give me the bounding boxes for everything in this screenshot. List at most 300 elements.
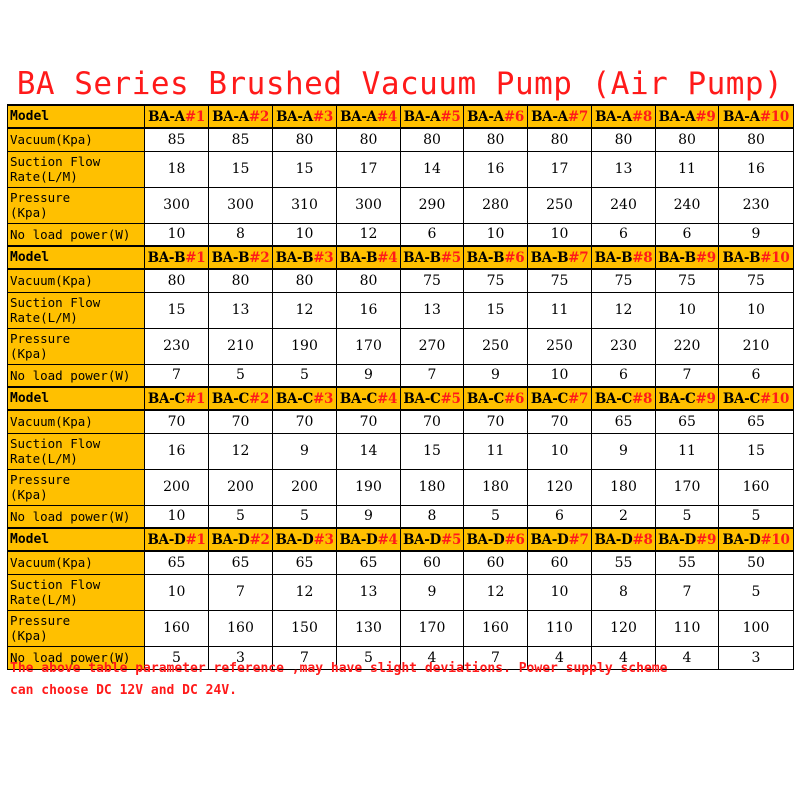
model-prefix: BA-B [339, 249, 378, 266]
value-cell: 220 [656, 328, 719, 364]
row-label-text: Suction Flow [10, 577, 101, 592]
model-name-cell [209, 387, 273, 410]
model-number: #4 [377, 249, 398, 266]
model-name-cell [592, 105, 656, 128]
model-prefix: BA-A [148, 108, 185, 125]
value-cell: 10 [528, 433, 592, 469]
model-number: #2 [249, 531, 270, 548]
row-label-text: Pressure [10, 613, 71, 628]
vacuum-row [8, 551, 794, 574]
row-label-text: No load power(W) [10, 367, 131, 383]
value-cell: 7 [273, 646, 337, 669]
value-cell: 160 [145, 610, 209, 646]
value-cell: 180 [464, 469, 528, 505]
value-cell: 80 [528, 128, 592, 151]
model-name-cell [401, 105, 464, 128]
model-name-cell [273, 246, 337, 269]
model-prefix: BA-C [147, 390, 185, 407]
row-label-text: (Kpa) [10, 205, 48, 220]
model-prefix: BA-B [403, 249, 441, 266]
model-name-cell [528, 387, 592, 410]
footnote-line-2: can choose DC 12V and DC 24V. [10, 683, 237, 698]
value-cell: 65 [337, 551, 401, 574]
flow-row [8, 574, 794, 610]
value-cell: 170 [401, 610, 464, 646]
model-number: #6 [504, 249, 525, 266]
model-name-cell [464, 105, 528, 128]
model-name-cell [719, 528, 794, 551]
value-cell: 50 [719, 551, 794, 574]
value-cell: 80 [209, 269, 273, 292]
model-name-cell [464, 387, 528, 410]
value-cell: 13 [337, 574, 401, 610]
value-cell: 6 [528, 505, 592, 528]
value-cell: 70 [464, 410, 528, 433]
value-cell: 12 [273, 292, 337, 328]
page-title: BA Series Brushed Vacuum Pump (Air Pump) [16, 66, 784, 102]
value-cell: 4 [528, 646, 592, 669]
value-cell: 200 [273, 469, 337, 505]
value-cell: 80 [401, 128, 464, 151]
model-name-cell [592, 246, 656, 269]
value-cell: 150 [273, 610, 337, 646]
flow-label [8, 151, 145, 187]
value-cell: 16 [719, 151, 794, 187]
model-number: #5 [440, 108, 461, 125]
spec-table [7, 104, 794, 670]
model-name-cell [273, 528, 337, 551]
model-number: #9 [695, 108, 716, 125]
row-label-text: Suction Flow [10, 436, 101, 451]
pressure-label [8, 610, 145, 646]
model-prefix: BA-A [595, 108, 632, 125]
value-cell: 16 [145, 433, 209, 469]
model-number: #9 [695, 531, 717, 548]
model-number: #4 [376, 108, 397, 125]
pressure-label [8, 328, 145, 364]
model-number: #5 [440, 249, 461, 266]
vacuum-row [8, 269, 794, 292]
model-number: #4 [376, 390, 398, 407]
model-name-cell [656, 528, 719, 551]
value-cell: 10 [719, 292, 794, 328]
vacuum-label [8, 410, 145, 433]
model-name-cell [145, 528, 209, 551]
pressure-row [8, 328, 794, 364]
value-cell: 5 [464, 505, 528, 528]
model-number: #3 [312, 390, 334, 407]
value-cell: 5 [273, 364, 337, 387]
value-cell: 13 [401, 292, 464, 328]
row-label-text: Rate(L/M) [10, 169, 78, 184]
value-cell: 12 [337, 223, 401, 246]
value-cell: 60 [464, 551, 528, 574]
model-prefix: BA-A [276, 108, 313, 125]
flow-row [8, 292, 794, 328]
value-cell: 80 [337, 128, 401, 151]
pressure-row [8, 610, 794, 646]
pressure-label [8, 469, 145, 505]
value-cell: 6 [401, 223, 464, 246]
model-number: #10 [759, 390, 790, 407]
value-cell: 4 [401, 646, 464, 669]
value-cell: 160 [209, 610, 273, 646]
row-label-text: No load power(W) [10, 226, 131, 242]
model-name-cell [209, 105, 273, 128]
model-number: #3 [313, 249, 334, 266]
model-number: #7 [567, 390, 589, 407]
row-label-text: Rate(L/M) [10, 310, 78, 325]
model-number: #6 [503, 108, 524, 125]
model-number: #7 [567, 108, 588, 125]
value-cell: 10 [464, 223, 528, 246]
model-name-cell [401, 387, 464, 410]
value-cell: 12 [209, 433, 273, 469]
value-cell: 10 [528, 223, 592, 246]
value-cell: 75 [401, 269, 464, 292]
model-prefix: BA-B [275, 249, 314, 266]
value-cell: 280 [464, 187, 528, 223]
flow-label [8, 433, 145, 469]
model-prefix: BA-C [211, 390, 249, 407]
model-number: #1 [185, 249, 206, 266]
value-cell: 7 [464, 646, 528, 669]
vacuum-row [8, 128, 794, 151]
row-label-text: Suction Flow [10, 154, 101, 169]
value-cell: 240 [592, 187, 656, 223]
model-name-cell [401, 528, 464, 551]
value-cell: 70 [145, 410, 209, 433]
footnote-line-1: The above table parameter reference ,may have slight deviations. Power supply scheme [10, 661, 668, 676]
model-header-row [8, 528, 794, 551]
model-number: #3 [313, 531, 334, 548]
model-number: #10 [760, 249, 790, 266]
row-label-text: Vacuum(Kpa) [10, 414, 93, 430]
value-cell: 65 [656, 410, 719, 433]
row-label-text: (Kpa) [10, 487, 48, 502]
value-cell: 5 [719, 574, 794, 610]
model-prefix: BA-A [658, 108, 696, 125]
value-cell: 2 [592, 505, 656, 528]
value-cell: 100 [719, 610, 794, 646]
flow-row [8, 433, 794, 469]
value-cell: 11 [656, 151, 719, 187]
value-cell: 14 [337, 433, 401, 469]
model-header-row [8, 246, 794, 269]
value-cell: 9 [401, 574, 464, 610]
model-number: #2 [249, 249, 270, 266]
row-label-text: Pressure [10, 190, 71, 205]
value-cell: 70 [209, 410, 273, 433]
value-cell: 14 [401, 151, 464, 187]
value-cell: 60 [401, 551, 464, 574]
value-cell: 200 [209, 469, 273, 505]
value-cell: 9 [464, 364, 528, 387]
value-cell: 230 [592, 328, 656, 364]
model-name-cell [528, 528, 592, 551]
model-number: #7 [568, 531, 589, 548]
value-cell: 170 [337, 328, 401, 364]
value-cell: 75 [464, 269, 528, 292]
flow-label [8, 292, 145, 328]
model-number: #5 [440, 531, 462, 548]
model-prefix: BA-A [723, 108, 760, 125]
value-cell: 11 [464, 433, 528, 469]
model-number: #9 [695, 390, 716, 407]
model-prefix: BA-A [531, 108, 568, 125]
model-name-cell [145, 246, 209, 269]
value-cell: 230 [145, 328, 209, 364]
value-cell: 11 [528, 292, 592, 328]
model-name-cell [719, 387, 794, 410]
model-label: Model [8, 246, 145, 269]
value-cell: 8 [209, 223, 273, 246]
value-cell: 250 [528, 328, 592, 364]
value-cell: 10 [656, 292, 719, 328]
model-prefix: BA-D [275, 531, 314, 548]
value-cell: 15 [719, 433, 794, 469]
model-prefix: BA-D [530, 531, 569, 548]
value-cell: 4 [592, 646, 656, 669]
value-cell: 9 [273, 433, 337, 469]
model-prefix: BA-C [403, 390, 441, 407]
value-cell: 5 [719, 505, 794, 528]
model-number: #6 [503, 390, 525, 407]
model-prefix: BA-B [594, 249, 633, 266]
power-row [8, 505, 794, 528]
model-name-cell [656, 246, 719, 269]
model-prefix: BA-D [211, 531, 250, 548]
model-prefix: BA-C [594, 390, 632, 407]
value-cell: 9 [719, 223, 794, 246]
model-name-cell [528, 246, 592, 269]
model-number: #9 [695, 249, 716, 266]
model-prefix: BA-C [530, 390, 568, 407]
model-name-cell [337, 105, 401, 128]
model-name-cell [719, 246, 794, 269]
pressure-row [8, 187, 794, 223]
value-cell: 180 [401, 469, 464, 505]
value-cell: 16 [464, 151, 528, 187]
model-name-cell [656, 387, 719, 410]
value-cell: 65 [719, 410, 794, 433]
value-cell: 10 [528, 364, 592, 387]
value-cell: 10 [145, 505, 209, 528]
value-cell: 85 [209, 128, 273, 151]
value-cell: 200 [145, 469, 209, 505]
model-name-cell [464, 246, 528, 269]
power-row [8, 223, 794, 246]
row-label-text: (Kpa) [10, 346, 48, 361]
model-number: #1 [184, 108, 205, 125]
model-name-cell [209, 528, 273, 551]
value-cell: 75 [592, 269, 656, 292]
pressure-row [8, 469, 794, 505]
value-cell: 65 [145, 551, 209, 574]
value-cell: 17 [337, 151, 401, 187]
value-cell: 190 [337, 469, 401, 505]
value-cell: 15 [273, 151, 337, 187]
value-cell: 120 [592, 610, 656, 646]
model-header-row [8, 105, 794, 128]
value-cell: 190 [273, 328, 337, 364]
value-cell: 290 [401, 187, 464, 223]
row-label-text: Vacuum(Kpa) [10, 132, 93, 148]
value-cell: 9 [337, 364, 401, 387]
value-cell: 6 [719, 364, 794, 387]
vacuum-label [8, 128, 145, 151]
value-cell: 70 [528, 410, 592, 433]
row-label-text: Suction Flow [10, 295, 101, 310]
model-number: #1 [185, 531, 206, 548]
model-prefix: BA-D [339, 531, 378, 548]
value-cell: 7 [656, 574, 719, 610]
model-number: #2 [248, 108, 269, 125]
value-cell: 110 [656, 610, 719, 646]
model-prefix: BA-C [722, 390, 760, 407]
value-cell: 7 [145, 364, 209, 387]
vacuum-label [8, 551, 145, 574]
model-prefix: BA-D [722, 531, 761, 548]
value-cell: 15 [401, 433, 464, 469]
row-label-text: Pressure [10, 331, 71, 346]
model-prefix: BA-D [147, 531, 186, 548]
model-number: #8 [631, 390, 653, 407]
value-cell: 5 [337, 646, 401, 669]
model-prefix: BA-A [403, 108, 441, 125]
value-cell: 80 [273, 269, 337, 292]
value-cell: 12 [592, 292, 656, 328]
model-number: #8 [632, 249, 653, 266]
value-cell: 8 [592, 574, 656, 610]
row-label-text: Rate(L/M) [10, 592, 78, 607]
model-prefix: BA-B [466, 249, 505, 266]
model-prefix: BA-D [594, 531, 633, 548]
value-cell: 3 [719, 646, 794, 669]
model-name-cell [145, 105, 209, 128]
value-cell: 210 [209, 328, 273, 364]
model-number: #4 [377, 531, 398, 548]
value-cell: 160 [719, 469, 794, 505]
model-prefix: BA-B [658, 249, 696, 266]
value-cell: 270 [401, 328, 464, 364]
value-cell: 6 [592, 364, 656, 387]
value-cell: 80 [464, 128, 528, 151]
row-label-text: Rate(L/M) [10, 451, 78, 466]
value-cell: 4 [656, 646, 719, 669]
value-cell: 65 [209, 551, 273, 574]
model-number: #7 [568, 249, 589, 266]
model-name-cell [719, 105, 794, 128]
model-number: #10 [759, 108, 789, 125]
model-name-cell [209, 246, 273, 269]
model-number: #8 [631, 108, 652, 125]
value-cell: 9 [592, 433, 656, 469]
value-cell: 80 [656, 128, 719, 151]
value-cell: 18 [145, 151, 209, 187]
value-cell: 15 [464, 292, 528, 328]
value-cell: 5 [273, 505, 337, 528]
spec-table-body [8, 105, 794, 669]
value-cell: 65 [592, 410, 656, 433]
row-label-text: (Kpa) [10, 628, 48, 643]
model-number: #6 [504, 531, 525, 548]
model-prefix: BA-D [402, 531, 441, 548]
value-cell: 10 [273, 223, 337, 246]
footnote [10, 658, 790, 702]
value-cell: 85 [145, 128, 209, 151]
power-label [8, 364, 145, 387]
model-name-cell [273, 387, 337, 410]
value-cell: 5 [209, 364, 273, 387]
model-name-cell [337, 387, 401, 410]
pressure-label [8, 187, 145, 223]
value-cell: 250 [464, 328, 528, 364]
value-cell: 8 [401, 505, 464, 528]
value-cell: 55 [656, 551, 719, 574]
value-cell: 11 [656, 433, 719, 469]
value-cell: 250 [528, 187, 592, 223]
value-cell: 310 [273, 187, 337, 223]
value-cell: 80 [145, 269, 209, 292]
value-cell: 17 [528, 151, 592, 187]
vacuum-label [8, 269, 145, 292]
value-cell: 3 [209, 646, 273, 669]
value-cell: 13 [209, 292, 273, 328]
model-number: #3 [312, 108, 333, 125]
value-cell: 5 [656, 505, 719, 528]
model-prefix: BA-C [466, 390, 504, 407]
value-cell: 70 [273, 410, 337, 433]
value-cell: 7 [209, 574, 273, 610]
value-cell: 13 [592, 151, 656, 187]
value-cell: 130 [337, 610, 401, 646]
value-cell: 5 [209, 505, 273, 528]
model-name-cell [401, 246, 464, 269]
value-cell: 10 [528, 574, 592, 610]
value-cell: 9 [337, 505, 401, 528]
value-cell: 10 [145, 223, 209, 246]
model-prefix: BA-D [657, 531, 696, 548]
value-cell: 55 [592, 551, 656, 574]
row-label-text: Vacuum(Kpa) [10, 273, 93, 289]
model-prefix: BA-B [211, 249, 250, 266]
value-cell: 120 [528, 469, 592, 505]
flow-row [8, 151, 794, 187]
value-cell: 70 [401, 410, 464, 433]
model-label: Model [8, 387, 145, 410]
model-number: #5 [440, 390, 461, 407]
model-header-row [8, 387, 794, 410]
value-cell: 12 [273, 574, 337, 610]
model-prefix: BA-D [466, 531, 505, 548]
value-cell: 75 [656, 269, 719, 292]
model-prefix: BA-C [339, 390, 377, 407]
model-name-cell [337, 528, 401, 551]
value-cell: 7 [656, 364, 719, 387]
value-cell: 70 [337, 410, 401, 433]
value-cell: 160 [464, 610, 528, 646]
value-cell: 12 [464, 574, 528, 610]
value-cell: 6 [592, 223, 656, 246]
model-number: #8 [632, 531, 653, 548]
value-cell: 210 [719, 328, 794, 364]
value-cell: 15 [145, 292, 209, 328]
value-cell: 170 [656, 469, 719, 505]
model-label: Model [8, 105, 145, 128]
model-name-cell [592, 528, 656, 551]
model-prefix: BA-B [147, 249, 186, 266]
